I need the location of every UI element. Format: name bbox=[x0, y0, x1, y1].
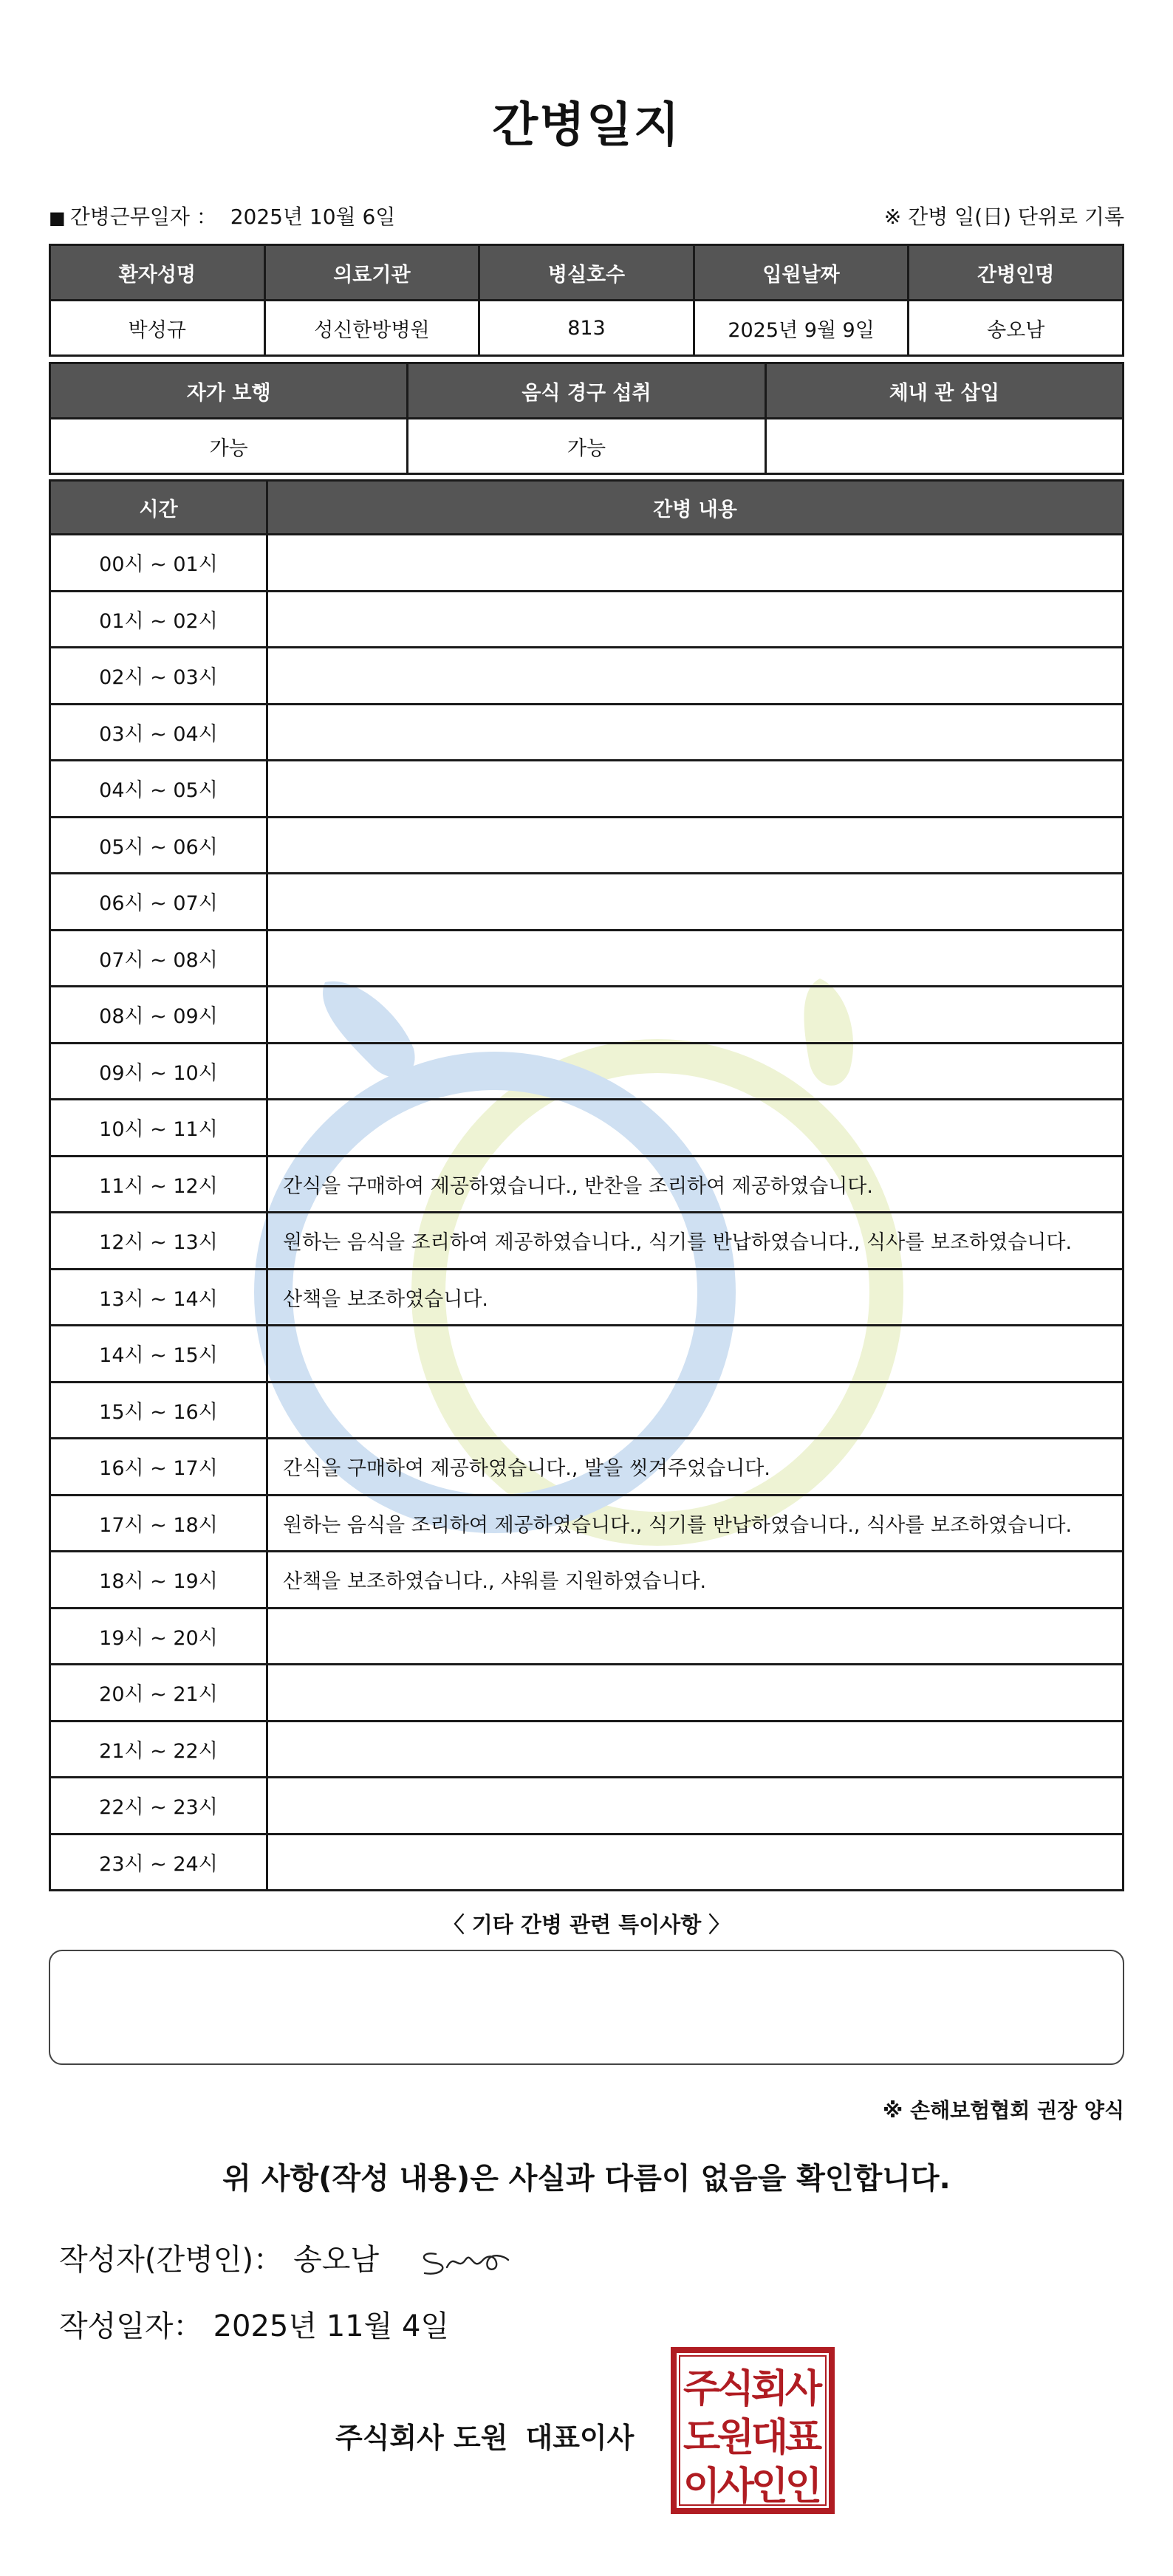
remarks-box bbox=[49, 1950, 1124, 2065]
header-care-content: 간병 내용 bbox=[267, 481, 1124, 535]
table-row bbox=[50, 535, 1124, 592]
row-care-content bbox=[267, 1100, 1124, 1157]
seal-glyph: 표 bbox=[784, 2416, 823, 2460]
row-care-content bbox=[267, 648, 1124, 705]
row-time: 02시 ~ 03시 bbox=[50, 648, 267, 705]
row-time: 12시 ~ 13시 bbox=[50, 1213, 267, 1270]
row-time: 07시 ~ 08시 bbox=[50, 930, 267, 987]
row-care-content: 원하는 음식을 조리하여 제공하였습니다., 식기를 반납하였습니다., 식사를 보조하였습니다. bbox=[267, 1495, 1124, 1552]
company-rep-title: 대표이사 bbox=[525, 2422, 635, 2454]
row-time: 20시 ~ 21시 bbox=[50, 1665, 267, 1722]
table-row bbox=[50, 817, 1124, 874]
row-time: 08시 ~ 09시 bbox=[50, 987, 267, 1044]
row-time: 21시 ~ 22시 bbox=[50, 1721, 267, 1778]
writer-name: 송오남 bbox=[293, 2243, 379, 2277]
header-tube-insertion: 체내 관 삽입 bbox=[765, 363, 1123, 419]
table-row bbox=[50, 761, 1124, 818]
seal-glyph: 인 bbox=[750, 2464, 789, 2509]
table-row bbox=[50, 1665, 1124, 1722]
row-care-content: 산책을 보조하였습니다., 샤워를 지원하였습니다. bbox=[267, 1552, 1124, 1609]
header-patient-name: 환자성명 bbox=[50, 245, 265, 301]
table-row bbox=[50, 1043, 1124, 1100]
handwritten-signature bbox=[414, 2238, 517, 2282]
hospital: 성신한방병원 bbox=[264, 301, 479, 356]
row-time: 23시 ~ 24시 bbox=[50, 1834, 267, 1891]
unit-note: ※ 간병 일(日) 단위로 기록 bbox=[883, 205, 1124, 229]
square-bullet-icon: ■ bbox=[49, 208, 66, 228]
seal-glyph: 대 bbox=[750, 2416, 789, 2460]
row-care-content bbox=[267, 591, 1124, 648]
row-care-content bbox=[267, 761, 1124, 818]
table-row bbox=[50, 987, 1124, 1044]
table-row bbox=[50, 1721, 1124, 1778]
row-care-content bbox=[267, 1326, 1124, 1383]
table-row bbox=[50, 1439, 1124, 1496]
row-time: 09시 ~ 10시 bbox=[50, 1043, 267, 1100]
row-time: 19시 ~ 20시 bbox=[50, 1608, 267, 1665]
row-care-content: 간식을 구매하여 제공하였습니다., 발을 씻겨주었습니다. bbox=[267, 1439, 1124, 1496]
row-time: 03시 ~ 04시 bbox=[50, 704, 267, 761]
row-time: 13시 ~ 14시 bbox=[50, 1269, 267, 1326]
writer-label: 작성자(간병인)： bbox=[59, 2243, 284, 2277]
write-date-line bbox=[59, 2303, 449, 2345]
remarks-title: 〈 기타 간병 관련 특이사항 〉 bbox=[442, 1912, 731, 1937]
work-date-label: 간병근무일자 ： bbox=[69, 205, 217, 229]
table-row bbox=[50, 1326, 1124, 1383]
row-time: 17시 ~ 18시 bbox=[50, 1495, 267, 1552]
table-row bbox=[50, 648, 1124, 705]
row-time: 05시 ~ 06시 bbox=[50, 817, 267, 874]
row-care-content bbox=[267, 817, 1124, 874]
row-care-content bbox=[267, 704, 1124, 761]
seal-glyph: 원 bbox=[717, 2416, 755, 2460]
seal-glyph: 인 bbox=[784, 2464, 823, 2509]
row-time: 06시 ~ 07시 bbox=[50, 874, 267, 931]
header-admission-date: 입원날짜 bbox=[694, 245, 909, 301]
row-care-content bbox=[267, 1043, 1124, 1100]
row-time: 10시 ~ 11시 bbox=[50, 1100, 267, 1157]
seal-glyph: 사 bbox=[784, 2367, 823, 2411]
table-row bbox=[50, 1608, 1124, 1665]
table-row bbox=[50, 1778, 1124, 1835]
care-log-table bbox=[49, 479, 1124, 1891]
row-care-content bbox=[267, 1608, 1124, 1665]
row-care-content bbox=[267, 874, 1124, 931]
tube-insertion-value bbox=[765, 419, 1123, 474]
oral-intake-value: 가능 bbox=[408, 419, 765, 474]
company-seal-stamp bbox=[669, 2346, 836, 2515]
row-time: 01시 ~ 02시 bbox=[50, 591, 267, 648]
row-care-content: 산책을 보조하였습니다. bbox=[267, 1269, 1124, 1326]
table-row bbox=[50, 1269, 1124, 1326]
patient-info-table bbox=[49, 244, 1124, 357]
patient-name: 박성규 bbox=[50, 301, 265, 356]
row-time: 00시 ~ 01시 bbox=[50, 535, 267, 592]
status-table bbox=[49, 362, 1124, 475]
row-care-content bbox=[267, 930, 1124, 987]
header-hospital: 의료기관 bbox=[264, 245, 479, 301]
header-self-walking: 자가 보행 bbox=[50, 363, 408, 419]
row-time: 18시 ~ 19시 bbox=[50, 1552, 267, 1609]
work-date-value: 2025년 10월 6일 bbox=[230, 205, 396, 229]
table-row bbox=[50, 1100, 1124, 1157]
company-name: 주식회사 도원 bbox=[335, 2422, 508, 2454]
admission-date: 2025년 9월 9일 bbox=[694, 301, 909, 356]
recommend-note: ※ 손해보험협회 권장 양식 bbox=[883, 2098, 1124, 2123]
table-row bbox=[50, 930, 1124, 987]
table-row bbox=[50, 1213, 1124, 1270]
company-line bbox=[335, 2415, 634, 2456]
table-row bbox=[50, 591, 1124, 648]
row-care-content bbox=[267, 1721, 1124, 1778]
row-time: 04시 ~ 05시 bbox=[50, 761, 267, 818]
row-care-content bbox=[267, 1778, 1124, 1835]
self-walking-value: 가능 bbox=[50, 419, 408, 474]
header-caregiver: 간병인명 bbox=[909, 245, 1124, 301]
row-care-content bbox=[267, 987, 1124, 1044]
document-title: 간병일지 bbox=[492, 98, 681, 153]
room-number: 813 bbox=[479, 301, 694, 356]
table-row bbox=[50, 704, 1124, 761]
table-row bbox=[50, 1382, 1124, 1439]
table-row bbox=[50, 1834, 1124, 1891]
table-row bbox=[50, 1495, 1124, 1552]
header-time: 시간 bbox=[50, 481, 267, 535]
row-care-content bbox=[267, 1834, 1124, 1891]
work-date bbox=[49, 201, 395, 230]
caregiver-name: 송오남 bbox=[909, 301, 1124, 356]
write-date-value: 2025년 11월 4일 bbox=[213, 2309, 450, 2343]
row-care-content: 간식을 구매하여 제공하였습니다., 반찬을 조리하여 제공하였습니다. bbox=[267, 1156, 1124, 1213]
row-time: 22시 ~ 23시 bbox=[50, 1778, 267, 1835]
seal-glyph: 식 bbox=[717, 2367, 755, 2411]
header-oral-intake: 음식 경구 섭취 bbox=[408, 363, 765, 419]
row-care-content bbox=[267, 1382, 1124, 1439]
row-care-content bbox=[267, 535, 1124, 592]
table-row bbox=[50, 1156, 1124, 1213]
confirm-statement: 위 사항(작성 내용)은 사실과 다름이 없음을 확인합니다. bbox=[222, 2162, 951, 2196]
seal-glyph: 이 bbox=[683, 2464, 721, 2509]
write-date-label: 작성일자： bbox=[59, 2309, 203, 2343]
table-row bbox=[50, 1552, 1124, 1609]
row-time: 14시 ~ 15시 bbox=[50, 1326, 267, 1383]
row-time: 15시 ~ 16시 bbox=[50, 1382, 267, 1439]
row-time: 11시 ~ 12시 bbox=[50, 1156, 267, 1213]
table-row bbox=[50, 874, 1124, 931]
row-care-content bbox=[267, 1665, 1124, 1722]
seal-glyph: 사 bbox=[717, 2464, 755, 2509]
seal-glyph: 도 bbox=[683, 2416, 721, 2460]
seal-glyph: 회 bbox=[750, 2367, 789, 2411]
header-room: 병실호수 bbox=[479, 245, 694, 301]
seal-glyph: 주 bbox=[683, 2367, 721, 2411]
row-time: 16시 ~ 17시 bbox=[50, 1439, 267, 1496]
writer-line bbox=[59, 2236, 379, 2278]
row-care-content: 원하는 음식을 조리하여 제공하였습니다., 식기를 반납하였습니다., 식사를 보조하였습니다. bbox=[267, 1213, 1124, 1270]
